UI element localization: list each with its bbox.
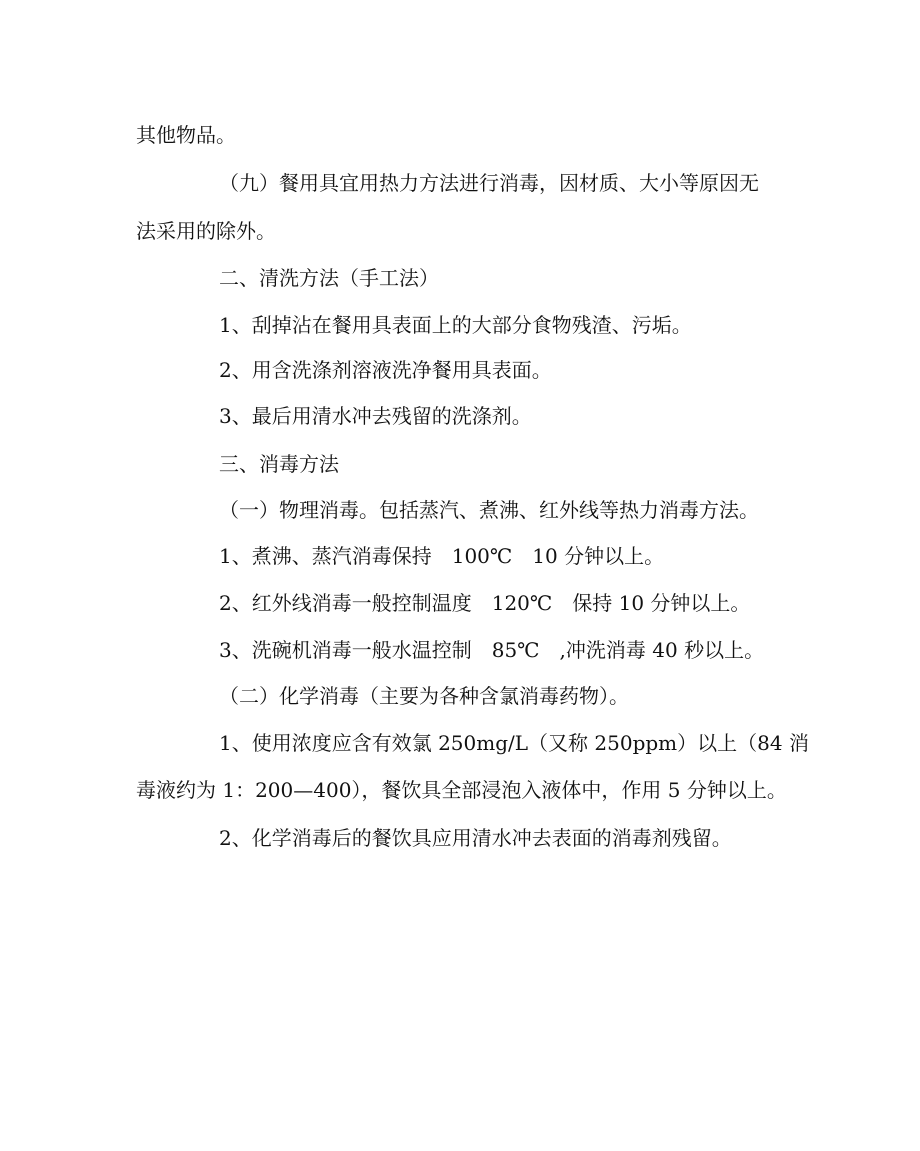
paragraph-line: （九）餐用具宜用热力方法进行消毒，因材质、大小等原因无 bbox=[219, 171, 759, 195]
list-item: 2、红外线消毒一般控制温度 120℃ 保持 10 分钟以上。 bbox=[219, 591, 751, 615]
section-heading: 三、消毒方法 bbox=[219, 452, 339, 476]
list-item: 2、化学消毒后的餐饮具应用清水冲去表面的消毒剂残留。 bbox=[219, 826, 732, 850]
subsection-heading: （一）物理消毒。包括蒸汽、煮沸、红外线等热力消毒方法。 bbox=[219, 498, 759, 522]
section-heading: 二、清洗方法（手工法） bbox=[219, 266, 439, 290]
list-item: 1、使用浓度应含有效氯 250mg/L（又称 250ppm）以上（84 消 bbox=[219, 731, 809, 755]
list-item: 3、洗碗机消毒一般水温控制 85℃ ,冲洗消毒 40 秒以上。 bbox=[219, 638, 765, 662]
list-item: 3、最后用清水冲去残留的洗涤剂。 bbox=[219, 404, 532, 428]
paragraph-line: 法采用的除外。 bbox=[136, 219, 276, 243]
list-item: 1、煮沸、蒸汽消毒保持 100℃ 10 分钟以上。 bbox=[219, 544, 665, 568]
list-item: 1、刮掉沾在餐用具表面上的大部分食物残渣、污垢。 bbox=[219, 313, 692, 337]
list-item: 2、用含洗涤剂溶液洗净餐用具表面。 bbox=[219, 358, 552, 382]
paragraph-line: 其他物品。 bbox=[136, 123, 236, 147]
subsection-heading: （二）化学消毒（主要为各种含氯消毒药物）。 bbox=[219, 684, 629, 708]
paragraph-line: 毒液约为 1：200—400），餐饮具全部浸泡入液体中，作用 5 分钟以上。 bbox=[136, 778, 787, 802]
